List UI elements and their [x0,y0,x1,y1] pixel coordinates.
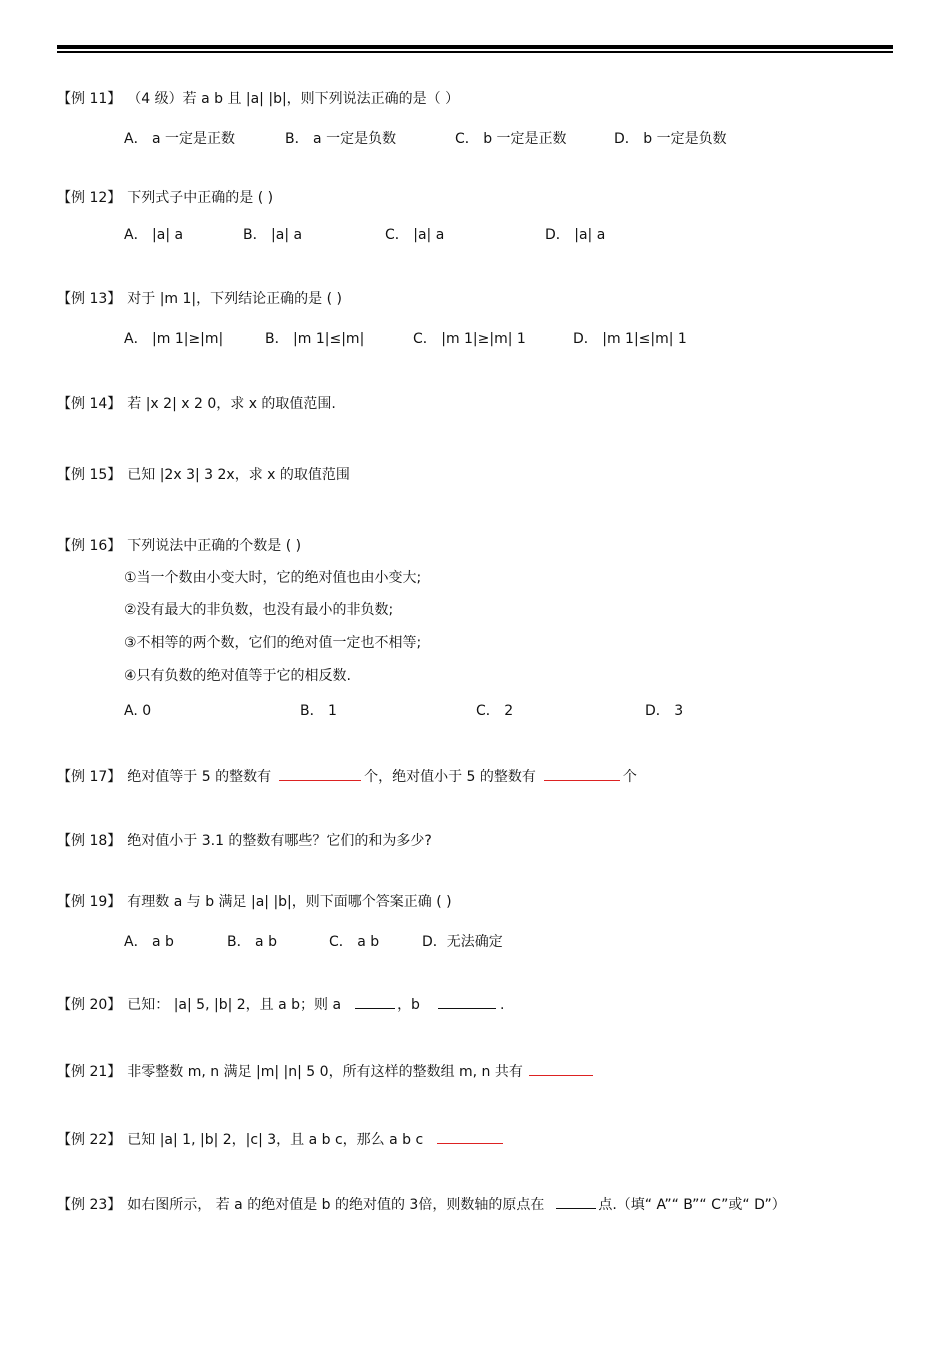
example-tag: 【例 15】 [57,467,122,483]
example-21 [57,1061,593,1081]
example-tag: 【例 22】 [57,1132,122,1148]
option-c: C． b 一定是正数 [455,131,567,147]
question-stem: 对于 |m 1|，下列结论正确的是 ( ) [127,291,342,307]
option-a: A． |a| a [124,227,184,243]
answer-blank-2[interactable] [544,766,620,781]
example-13 [57,290,342,308]
option-b: B． |m 1|≤|m| [265,331,365,347]
example-16 [57,537,301,555]
option-b: B． |a| a [243,227,303,243]
answer-blank-a[interactable] [355,994,395,1009]
example-14 [57,395,336,413]
example-23 [57,1194,786,1214]
option-d: D． 3 [645,703,684,719]
question-text-1: 已知： |a| 5, |b| 2，且 a b；则 a [127,997,342,1013]
option-a: A. 0 [124,703,152,719]
option-b: B． a 一定是负数 [285,131,397,147]
example-18 [57,832,432,850]
question-stem: 下列说法中正确的个数是 ( ) [127,538,302,554]
question-stem: 有理数 a 与 b 满足 |a| |b|，则下面哪个答案正确 ( ) [127,894,452,910]
question-text-2: ，b [397,997,420,1013]
option-a: A． a b [124,934,174,950]
question-text-3: . [499,997,505,1013]
question-stem: 若 |x 2| x 2 0，求 x 的取值范围. [127,396,336,412]
question-text-2: 点.（填“ A”“ B”“ C”或“ D”） [598,1197,786,1213]
question-stem: （4 级）若 a b 且 |a| |b|，则下列说法正确的是（ ） [127,91,460,107]
answer-blank[interactable] [556,1194,596,1209]
example-tag: 【例 11】 [57,91,122,107]
example-tag: 【例 19】 [57,894,122,910]
question-stem: 已知 |a| 1, |b| 2，|c| 3，且 a b c，那么 a b c [127,1132,424,1148]
option-a: A． a 一定是正数 [124,131,236,147]
answer-blank-1[interactable] [279,766,361,781]
example-15 [57,466,350,484]
statement-2: ②没有最大的非负数，也没有最小的非负数; [124,602,394,618]
example-tag: 【例 16】 [57,538,122,554]
example-tag: 【例 17】 [57,769,122,785]
question-text-1: 如右图所示， 若 a 的绝对值是 b 的绝对值的 3倍，则数轴的原点在 [127,1197,545,1213]
question-text-2: 个，绝对值小于 5 的整数有 [364,769,536,785]
option-c: C． |m 1|≥|m| 1 [413,331,526,347]
example-11 [57,90,459,108]
example-tag: 【例 14】 [57,396,122,412]
option-d: D．无法确定 [422,934,503,950]
question-stem: 绝对值小于 3.1 的整数有哪些？它们的和为多少? [127,833,432,849]
answer-blank[interactable] [529,1061,593,1076]
example-20 [57,994,504,1014]
answer-blank[interactable] [437,1129,503,1144]
question-stem: 非零整数 m, n 满足 |m| |n| 5 0，所有这样的整数组 m, n 共有 [127,1064,523,1080]
header-rule-thick [57,45,893,49]
question-stem: 下列式子中正确的是 ( ) [127,190,274,206]
option-c: C． |a| a [385,227,445,243]
statement-1: ①当一个数由小变大时，它的绝对值也由小变大; [124,570,422,586]
example-22 [57,1129,503,1149]
question-stem: 已知 |2x 3| 3 2x，求 x 的取值范围 [127,467,350,483]
option-b: B． a b [227,934,277,950]
question-text-3: 个 [622,769,637,785]
statement-3: ③不相等的两个数，它们的绝对值一定也不相等; [124,635,422,651]
example-tag: 【例 12】 [57,190,122,206]
example-tag: 【例 13】 [57,291,122,307]
example-19 [57,893,452,911]
option-d: D． |a| a [545,227,606,243]
option-b: B． 1 [300,703,337,719]
option-d: D． |m 1|≤|m| 1 [573,331,687,347]
example-12 [57,189,273,207]
example-tag: 【例 23】 [57,1197,122,1213]
statement-4: ④只有负数的绝对值等于它的相反数. [124,668,352,684]
example-tag: 【例 21】 [57,1064,122,1080]
question-text-1: 绝对值等于 5 的整数有 [127,769,272,785]
option-d: D． b 一定是负数 [614,131,727,147]
header-rule-thin [57,51,893,53]
option-c: C． 2 [476,703,514,719]
example-tag: 【例 18】 [57,833,122,849]
example-tag: 【例 20】 [57,997,122,1013]
answer-blank-b[interactable] [438,994,496,1009]
option-c: C． a b [329,934,380,950]
option-a: A． |m 1|≥|m| [124,331,224,347]
example-17 [57,766,637,786]
